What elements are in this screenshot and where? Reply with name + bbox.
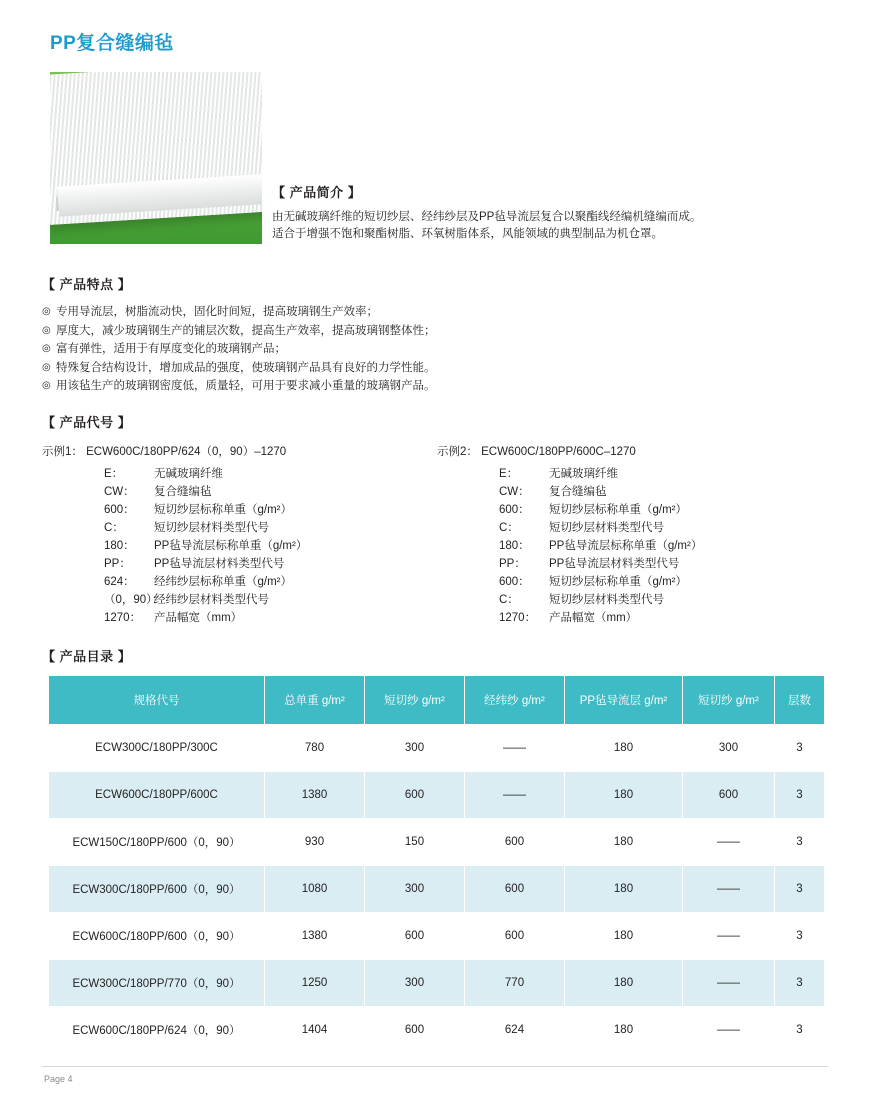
page-number: Page 4	[44, 1074, 73, 1084]
cell-pp-flow-layer: 180	[565, 913, 683, 960]
code-value: 短切纱层材料类型代号	[154, 522, 269, 534]
cell-layers: 3	[775, 725, 825, 772]
page-title: PP复合缝编毡	[50, 33, 174, 54]
bullet-icon: ◎	[42, 343, 51, 354]
cell-layers: 3	[775, 866, 825, 913]
product-catalog-section	[42, 646, 832, 1054]
cell-chopped-strand-2: ——	[683, 866, 775, 913]
intro-line-2: 适合于增强不饱和聚酯树脂、环氧树脂体系，风能领域的典型制品为机仓罩。	[272, 228, 663, 240]
feature-text: 厚度大，减少玻璃钢生产的铺层次数，提高生产效率，提高玻璃钢整体性；	[56, 324, 436, 337]
table-row	[49, 819, 825, 866]
code-value: PP毡导流层标称单重（g/m²）	[549, 540, 703, 552]
code-value: 无碱玻璃纤维	[154, 468, 223, 480]
feature-text: 富有弹性，适用于有厚度变化的玻璃钢产品；	[56, 343, 286, 355]
code-row	[437, 555, 832, 573]
cell-spec-code: ECW300C/180PP/770（0，90）	[49, 960, 265, 1007]
code-value: 短切纱层标称单重（g/m²）	[549, 504, 687, 516]
code-example-title: 示例2： ECW600C/180PP/600C–1270	[437, 446, 636, 458]
code-row	[42, 591, 437, 609]
code-row	[437, 537, 832, 555]
code-key: CW：	[104, 486, 135, 498]
code-key: C：	[104, 522, 124, 534]
cell-spec-code: ECW300C/180PP/300C	[49, 725, 265, 772]
cell-warp-weft: 600	[465, 866, 565, 913]
list-item	[42, 377, 822, 396]
code-key: 600：	[104, 504, 135, 516]
code-example-2	[437, 443, 832, 627]
code-key: C：	[499, 594, 519, 606]
cell-chopped-strand: 300	[365, 725, 465, 772]
cell-warp-weft: 600	[465, 913, 565, 960]
cell-total-weight: 1380	[265, 913, 365, 960]
cell-layers: 3	[775, 1007, 825, 1054]
code-value: 复合缝编毡	[154, 486, 212, 498]
code-example-1	[42, 443, 437, 627]
footer-divider	[42, 1066, 828, 1067]
column-header-layers: 层数	[775, 676, 825, 725]
cell-total-weight: 1404	[265, 1007, 365, 1054]
cell-warp-weft: 624	[465, 1007, 565, 1054]
bullet-icon: ◎	[42, 380, 51, 391]
code-row	[437, 465, 832, 483]
list-item	[42, 340, 822, 359]
code-row	[42, 519, 437, 537]
column-header-spec-code: 规格代号	[49, 676, 265, 725]
cell-total-weight: 1080	[265, 866, 365, 913]
bullet-icon: ◎	[42, 361, 51, 373]
code-row	[42, 573, 437, 591]
cell-layers: 3	[775, 913, 825, 960]
list-item	[42, 322, 822, 341]
cell-spec-code: ECW600C/180PP/600C	[49, 772, 265, 819]
code-value: 经纬纱层标称单重（g/m²）	[154, 576, 292, 588]
column-header-pp-flow-layer: PP毡导流层 g/m²	[565, 676, 683, 725]
code-row	[437, 573, 832, 591]
cell-pp-flow-layer: 180	[565, 1007, 683, 1054]
bullet-icon: ◎	[42, 324, 51, 336]
code-columns	[42, 443, 832, 627]
cell-chopped-strand-2: ——	[683, 960, 775, 1007]
code-key: 600：	[499, 576, 530, 588]
feature-text: 用该毡生产的玻璃钢密度低，质量轻，可用于要求减小重量的玻璃钢产品。	[56, 380, 436, 392]
code-value: 产品幅宽（mm）	[154, 612, 243, 624]
cell-total-weight: 1250	[265, 960, 365, 1007]
cell-chopped-strand-2: ——	[683, 1007, 775, 1054]
code-value: 经纬纱层材料类型代号	[154, 594, 269, 606]
cell-chopped-strand: 300	[365, 866, 465, 913]
cell-chopped-strand-2: 600	[683, 772, 775, 819]
table-row	[49, 772, 825, 819]
code-key: 180：	[499, 540, 530, 552]
cell-warp-weft: ——	[465, 725, 565, 772]
table-row	[49, 866, 825, 913]
cell-pp-flow-layer: 180	[565, 772, 683, 819]
column-header-total-weight: 总单重 g/m²	[265, 676, 365, 725]
cell-pp-flow-layer: 180	[565, 866, 683, 913]
table-header-row	[49, 676, 825, 725]
feature-text: 专用导流层，树脂流动快，固化时间短，提高玻璃钢生产效率；	[56, 306, 378, 318]
cell-chopped-strand-2: ——	[683, 913, 775, 960]
cell-spec-code: ECW300C/180PP/600（0，90）	[49, 866, 265, 913]
product-intro-section	[272, 182, 822, 243]
code-key: CW：	[499, 486, 530, 498]
cell-spec-code: ECW150C/180PP/600（0，90）	[49, 819, 265, 866]
product-code-section	[42, 412, 832, 627]
column-header-chopped-strand-2: 短切纱 g/m²	[683, 676, 775, 725]
code-value: 短切纱层材料类型代号	[549, 522, 664, 534]
cell-pp-flow-layer: 180	[565, 960, 683, 1007]
code-row	[437, 501, 832, 519]
catalog-heading: 【 产品目录 】	[42, 649, 132, 664]
cell-spec-code: ECW600C/180PP/600（0，90）	[49, 913, 265, 960]
code-value: 无碱玻璃纤维	[549, 468, 618, 480]
code-row	[437, 591, 832, 609]
product-catalog-table	[48, 675, 825, 1054]
code-key: PP：	[499, 558, 526, 570]
cell-chopped-strand: 300	[365, 960, 465, 1007]
intro-heading: 【 产品简介 】	[272, 185, 362, 200]
code-row	[437, 609, 832, 627]
list-item	[42, 359, 822, 378]
cell-warp-weft: 600	[465, 819, 565, 866]
code-value: PP毡导流层材料类型代号	[154, 558, 285, 570]
codes-heading: 【 产品代号 】	[42, 415, 132, 430]
cell-pp-flow-layer: 180	[565, 725, 683, 772]
code-value: 短切纱层标称单重（g/m²）	[549, 576, 687, 588]
code-value: 短切纱层材料类型代号	[549, 594, 664, 606]
code-key: 600：	[499, 504, 530, 516]
cell-chopped-strand: 600	[365, 913, 465, 960]
cell-chopped-strand-2: 300	[683, 725, 775, 772]
features-heading: 【 产品特点 】	[42, 277, 132, 292]
cell-chopped-strand: 600	[365, 1007, 465, 1054]
code-key: （0，90）：	[104, 594, 164, 606]
code-row	[42, 555, 437, 573]
feature-list	[42, 303, 822, 396]
intro-line-1: 由无碱玻璃纤维的短切纱层、经纬纱层及PP毡导流层复合以聚酯线经编机缝编而成。	[272, 211, 702, 223]
code-key: 1270：	[499, 612, 537, 624]
feature-text: 特殊复合结构设计，增加成品的强度，使玻璃钢产品具有良好的力学性能。	[56, 361, 436, 374]
column-header-warp-weft: 经纬纱 g/m²	[465, 676, 565, 725]
cell-chopped-strand: 150	[365, 819, 465, 866]
code-key: E：	[499, 468, 519, 480]
code-value: 短切纱层标称单重（g/m²）	[154, 504, 292, 516]
table-row	[49, 913, 825, 960]
cell-spec-code: ECW600C/180PP/624（0，90）	[49, 1007, 265, 1054]
cell-pp-flow-layer: 180	[565, 819, 683, 866]
code-value: PP毡导流层标称单重（g/m²）	[154, 540, 308, 552]
code-key: PP：	[104, 558, 131, 570]
code-row	[42, 465, 437, 483]
cell-total-weight: 930	[265, 819, 365, 866]
bullet-icon: ◎	[42, 306, 51, 317]
code-value: 复合缝编毡	[549, 486, 607, 498]
cell-layers: 3	[775, 819, 825, 866]
cell-total-weight: 780	[265, 725, 365, 772]
cell-layers: 3	[775, 772, 825, 819]
code-row	[42, 609, 437, 627]
code-key: 1270：	[104, 612, 142, 624]
column-header-chopped-strand: 短切纱 g/m²	[365, 676, 465, 725]
code-key: E：	[104, 468, 124, 480]
code-value: 产品幅宽（mm）	[549, 612, 638, 624]
table-row	[49, 725, 825, 772]
code-row	[42, 483, 437, 501]
code-key: C：	[499, 522, 519, 534]
code-example-title: 示例1： ECW600C/180PP/624（0，90）–1270	[42, 446, 287, 458]
code-row	[42, 501, 437, 519]
table-row	[49, 960, 825, 1007]
cell-warp-weft: ——	[465, 772, 565, 819]
code-row	[437, 519, 832, 537]
code-value: PP毡导流层材料类型代号	[549, 558, 680, 570]
cell-chopped-strand: 600	[365, 772, 465, 819]
cell-chopped-strand-2: ——	[683, 819, 775, 866]
code-key: 624：	[104, 576, 135, 588]
cell-total-weight: 1380	[265, 772, 365, 819]
table-row	[49, 1007, 825, 1054]
product-features-section	[42, 274, 822, 396]
code-row	[42, 537, 437, 555]
code-key: 180：	[104, 540, 135, 552]
list-item	[42, 303, 822, 322]
product-photo	[50, 72, 262, 244]
cell-warp-weft: 770	[465, 960, 565, 1007]
cell-layers: 3	[775, 960, 825, 1007]
code-row	[437, 483, 832, 501]
